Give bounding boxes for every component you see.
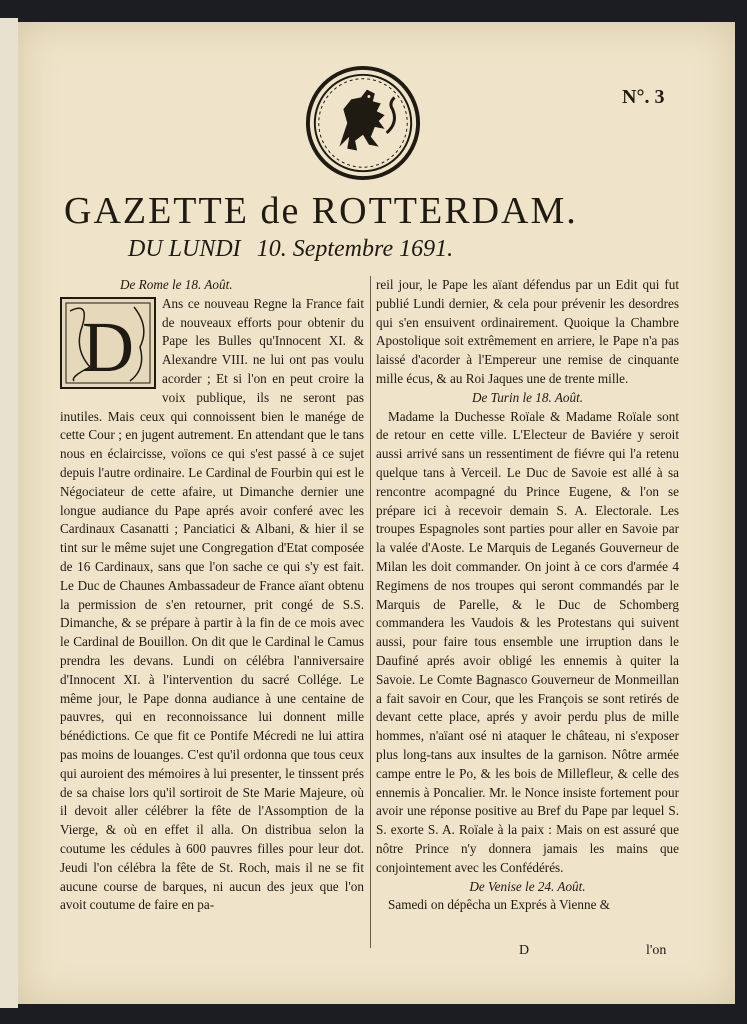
venice-article: Samedi on dépêcha un Exprés à Vienne & (388, 897, 610, 913)
adjacent-page-edge (0, 18, 18, 1008)
lion-seal-icon (304, 64, 422, 182)
masthead-title: GAZETTE de ROTTERDAM. (64, 190, 578, 232)
date-month: Septembre (292, 236, 394, 262)
issue-number: N°. 3 (622, 86, 665, 108)
signature-mark: D (519, 943, 530, 958)
rome-article: Ans ce nouveau Regne la France fait de nouveaux efforts pour obtenir du Pape les Bulles qu'Innocent XI. & Alexandre VIII. ne lui ont pas voulu acorder ; Et si l'on en peut croire la voix publique, ils ne seront pas inutiles. Mais ceux qui connoissent bien le manége de cette Cour ; en jugent autrement. En attendant que le tans nous en éclaircisse, voïons ce qui s'est passé à ce sujet depuis l'autre ordinaire. Le Cardinal de Fourbin qui est le Négociateur de cette afaire, ut Dimanche dernier une longue audiance du Pape aprés avoir conferé avec les Cardinaux Casanatti ; Panciatici & Albani, & hier il se tint sur le même sujet une Congregation d'Etat composée de 16 Cardinaux, sans que l'on sache ce qui s'y est fait. Le Duc de Chaunes Ambassadeur de France aïant obtenu la permission de s'en retourner, prit congé de S.S. Dimanche, & se prépare à partir à la fin de ce mois avec le Cardinal de Bouillon. On dit que le Cardinal le Camus prendra les devans. Lundi on célébra l'anniversaire d'Innocent XI. à l'intervention du sacré Collége. Le même jour, le Pape donna audiance à une centaine de pauvres, qui en reconnoissance lui donnent mille bénédictions. Ce que fit ce Pontife Mécredi ne lui attira pas moins de louanges. C'est qu'il ordonna que tous ceux qui auroient des mémoires à lui presenter, le tinssent prés de sa chaise lors qu'il sortiroit de Ste Marie Majeure, où il devoit aller célébrer la fête de l'Assomption de la Vierge, & où en effet il alla. On distribua selon la coutume les cédules à 600 pauvres filles pour leur dot. Jeudi l'on célébra la fête de St. Roch, mais il ne se fit aucune course de barques, ni aucun des jeux que l'on avoit coutume de faire en pa- (60, 295, 364, 913)
right-column (376, 276, 679, 915)
dropcap-letter: D (82, 306, 134, 387)
column-divider (370, 276, 371, 948)
rome-article-continued: reil jour, le Pape les aïant défendus par un Edit qui fut publié Lundi dernier, & cela pour prévenir les desordres qui s'en ensuivent ordinairement. Quoique la Chambre Apostolique soit extrêmement en arriere, le Pape n'a pas laissé d'acorder à l'Empereur une remise de cinquante mille écus, & au Roi Jaques une de trente mille. (376, 277, 679, 386)
date-day: DU LUNDI (128, 236, 241, 262)
left-column (60, 276, 364, 915)
ornate-dropcap (60, 297, 156, 389)
turin-article: Madame la Duchesse Roïale & Madame Roïale sont de retour en cette ville. L'Electeur de Baviére y seroit aussi arrivé sans un ressentiment de fiévre qui l'a retenu quelque tans à Verceil. Le Duc de Savoie est allé à sa rencontre acompagné du Prince Eugene, & l'on se prépare ici à recevoir demain S. A. Electorale. Les troupes Espagnoles sont parties pour aller en Savoie par la valée d'Aoste. Le Marquis de Leganés Gouverneur de Milan les doit commander. On joint à ce cors d'armée 4 Regimens de nos troupes qui seront commandés par le Marquis de Parelle, & le Duc de Schomberg commandera les Vaudois & les Protestans qui suivent aussi, pour faire tous ensemble une irruption dans le Daufiné aprés avoir obligé les ennemis à quiter la Savoie. Le Comte Bagnasco Gouverneur de Monmeillan a fait savoir en Cour, que les François se sont retirés de devant cette place, aprés y avoir perdu plus de mille hommes, n'aïant osé ni ataquer le château, ni s'exposer plus long-tans aux insultes de la garnison. Nôtre armée campe entre le Po, & les bois de Millefleur, & celle des ennemis à Poncalier. Mr. le Nonce insiste fortement pour avoir une réponse positive au Bref du Pape par lequel S. S. exorte S. A. Roïale à la paix : Mais on est assuré que nôtre Prince n'y donnera jamais les mains que conjointement avec les Confédérés. (376, 408, 679, 875)
rome-dateline: De Rome le 18. Août. (120, 277, 233, 292)
date-number: 10. (256, 236, 287, 262)
date-year: 1691. (399, 236, 454, 262)
turin-dateline: De Turin le 18. Août. (471, 389, 584, 405)
venice-dateline: De Venise le 24. Août. (469, 878, 586, 894)
masthead-date (128, 236, 648, 263)
catchword: l'on (646, 943, 667, 958)
